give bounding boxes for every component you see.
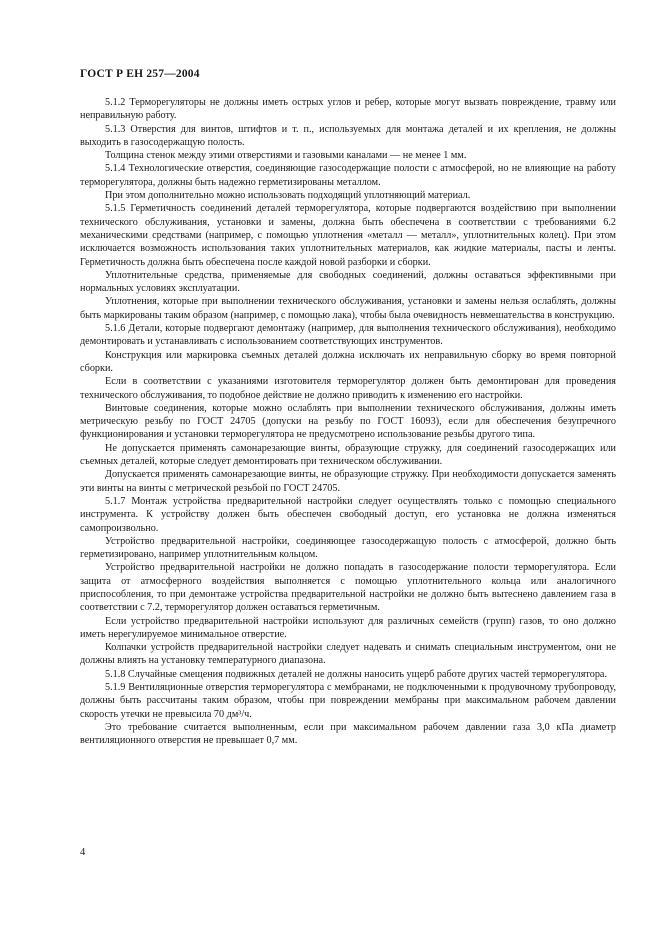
page-number: 4	[80, 847, 86, 858]
document-header: ГОСТ Р ЕН 257—2004	[80, 68, 200, 80]
paragraph-5-1-7: 5.1.7 Монтаж устройства предварительной настройки следует осуществлять только с помощью специального инструмента. К устройству должен быть обеспечен свободный доступ, его установка не должна изменяться самопроизвольно.	[80, 495, 616, 534]
paragraph-5-1-2: 5.1.2 Терморегуляторы не должны иметь острых углов и ребер, которые могут вызвать повреждение, травму или неправильную работу.	[80, 97, 616, 122]
paragraph-requirement-met: Это требование считается выполненным, если при максимальном рабочем давлении газа 3,0 кПа диаметр вентиляционного отверстия не превышает 0,7 мм.	[80, 721, 616, 747]
paragraph-removable-parts: Конструкция или маркировка съемных деталей должна исключать их неправильную сборку во время повторной сборки.	[80, 349, 616, 374]
paragraph-screw-connections: Винтовые соединения, которые можно ослаблять при выполнении технического обслуживания, должны иметь метрическую резьбу по ГОСТ 24705 (допуски на резьбу по ГОСТ 16093), если для обеспечения безупречного функционирования и установки терморегулятора не предусмотрено использование резьбы другого типа.	[80, 402, 616, 441]
paragraph-seal-marking: Уплотнения, которые при выполнении технического обслуживания, установки и замены нельзя ослаблять, должны быть маркированы таким образом (например, с помощью лака), чтобы была очевидность невмешательства в конструкцию.	[80, 296, 616, 321]
paragraph-5-1-5: 5.1.5 Герметичность соединений деталей терморегулятора, которые подвергаются воздействию при выполнении технического обслуживания, установки и замены, должна быть обеспечена в соответствии с требованиями 6.2 механическими средствами (например, с помощью уплотнения «металл — металл», уплотнительных колец). При этом исключается возможность использования таких уплотнительных материалов, как жидкие материалы, пасты и ленты. Герметичность должна быть обеспечена после каждой новой разборки и сборки.	[80, 203, 616, 268]
paragraph-5-1-6: 5.1.6 Детали, которые подвергают демонтажу (например, для выполнения технического обслуживания), необходимо демонтировать и устанавливать с использованием соответствующих инструментов.	[80, 323, 616, 348]
paragraph-self-tapping-forbidden: Не допускается применять самонарезающие винты, образующие стружку, для соединений газосодержащих или съемных деталей, которые следует демонтировать при техническом обслуживании.	[80, 442, 616, 468]
document-body	[80, 96, 616, 748]
paragraph-5-1-3: 5.1.3 Отверстия для винтов, штифтов и т. п., используемых для монтажа деталей и их крепления, не должны выходить в газосодержащую полость.	[80, 123, 616, 148]
paragraph-presetting-sealed: Устройство предварительной настройки, соединяющее газосодержащую полость с атмосферой, должно быть герметизировано, например уплотнительным кольцом.	[80, 535, 616, 561]
paragraph-5-1-4: 5.1.4 Технологические отверстия, соединяющие газосодержащие полости с атмосферой, но не влияющие на работу терморегулятора, должны быть надежно герметизированы металлом.	[80, 163, 616, 188]
paragraph-wall-thickness: Толщина стенок между этими отверстиями и газовыми каналами — не менее 1 мм.	[105, 150, 467, 162]
paragraph-self-tapping-allowed: Допускается применять самонарезающие винты, не образующие стружку. При необходимости допускается заменять эти винты на винты с метрической резьбой по ГОСТ 24705.	[80, 469, 616, 494]
paragraph-dismantling: Если в соответствии с указаниями изготовителя терморегулятор должен быть демонтирован для проведения технического обслуживания, то подобное действие не должно приводить к изменению его настройки.	[80, 376, 616, 401]
paragraph-presetting-families: Если устройство предварительной настройки используют для различных семейств (групп) газов, то оно должно иметь нерегулируемое минимальное отверстие.	[80, 615, 616, 640]
paragraph-presetting-gas: Устройство предварительной настройки не должно попадать в газосодержание полости терморегулятора. Если защита от атмосферного воздействия выполняется с помощью уплотнительного кольца или аналогичного приспособления, то при демонтаже устройства предварительной настройки не должно быть вытеснено давлением газа в соответствии с 7.2, терморегулятор должен оставаться герметичным.	[80, 562, 616, 614]
paragraph-presetting-caps: Колпачки устройств предварительной настройки следует надевать и снимать специальным инструментом, они не должны влиять на установку температурного диапазона.	[80, 642, 616, 667]
paragraph-5-1-9: 5.1.9 Вентиляционные отверстия терморегулятора с мембранами, не подключенными к продувочному трубопроводу, должны быть рассчитаны таким образом, чтобы при повреждении мембраны при максимальном рабочем давлении скорость утечки не превысила 70 дм³/ч.	[80, 682, 616, 720]
paragraph-sealing-means: Уплотнительные средства, применяемые для свободных соединений, должны оставаться эффективными при нормальных условиях эксплуатации.	[80, 269, 616, 295]
paragraph-sealing-material: При этом дополнительно можно использовать подходящий уплотняющий материал.	[105, 190, 471, 202]
paragraph-5-1-8: 5.1.8 Случайные смещения подвижных деталей не должны наносить ущерб работе других частей терморегулятора.	[105, 668, 607, 680]
